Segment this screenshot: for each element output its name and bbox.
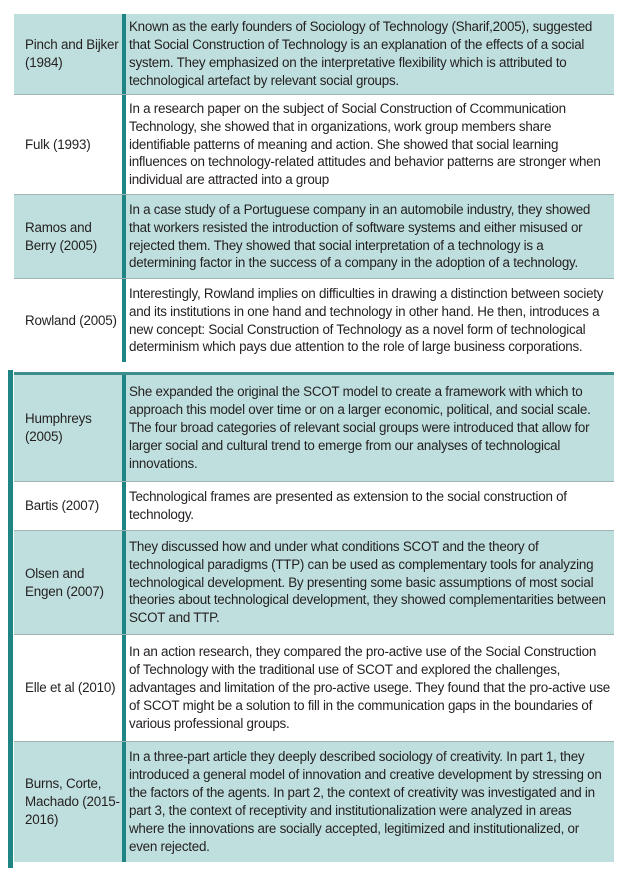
column-divider: [122, 375, 126, 481]
table-row: [14, 530, 614, 634]
author-cell: Rowland (2005): [25, 312, 117, 328]
author-cell: Ramos and Berry (2005): [25, 219, 98, 253]
author-cell: Bartis (2007): [25, 498, 100, 513]
left-accent-bar: [8, 370, 13, 868]
table-row: [14, 634, 614, 741]
column-divider: [122, 14, 126, 94]
description-cell: Interestingly, Rowland implies on difficulties in drawing a distinction between society and its institutions in one hand and technology in other hand. He then, introduces a new concept: Social Construction of Technology as a novel form of technological determinism which pays due attention to the role of large business corporations.: [129, 285, 604, 355]
description-cell: In a case study of a Portuguese company in an automobile industry, they showed that workers resisted the introduction of software systems and either misused or rejected them. They showed that social interpretation of a technology is a determining factor in the success of a company in the adoption of a technology.: [129, 201, 591, 271]
author-cell: Olsen and Engen (2007): [25, 565, 104, 599]
column-divider: [122, 195, 126, 278]
description-cell: They discussed how and under what conditions SCOT and the theory of technological paradigms (TTP) can be used as complementary tools for analyzing technological development. By presenting some basic assumptions of most social theories about technological development, they showed complementarities between SCOT and TTP.: [129, 538, 606, 626]
description-cell: In a research paper on the subject of Social Construction of Ccommunication Technology, she showed that in organizations, work group members share identifiable patterns of meaning and action. She showed that social learning influences on technology-related attitudes and behavior patterns are stronger when individual are attracted into a group: [129, 100, 601, 188]
column-divider: [122, 279, 126, 362]
table-row: [14, 481, 614, 530]
column-divider: [122, 482, 126, 530]
table-row: [14, 194, 614, 278]
table-row: [14, 94, 614, 194]
table-row: [14, 14, 614, 94]
author-cell: Fulk (1993): [25, 136, 91, 152]
author-cell: Burns, Corte, Machado (2015-2016): [25, 776, 120, 827]
description-cell: In a three-part article they deeply described sociology of creativity. In part 1, they introduced a general model of innovation and creative development by stressing on the factors of the agents. In part 2, the context of creativity was investigated and in part 3, the context of receptivity and institutionalization were analyzed in areas where the innovations are socially accepted, legitimized and institutionalized, or even rejected.: [129, 749, 602, 854]
description-cell: She expanded the original the SCOT model to create a framework with which to approach this model over time or on a larger economic, political, and social scale. The four broad categories of relevant social groups were introduced that allow for larger social and cultural trend to emerge from our analyses of technological innovations.: [129, 384, 591, 471]
table-row: [14, 372, 614, 481]
author-cell: Elle et al (2010): [25, 680, 116, 695]
literature-table: [14, 14, 614, 862]
description-cell: Technological frames are presented as extension to the social construction of technology.: [129, 489, 567, 522]
author-cell: Humphreys (2005): [25, 411, 92, 444]
table-row: [14, 741, 614, 862]
description-cell: Known as the early founders of Sociology of Technology (Sharif,2005), suggested that Social Construction of Technology is an explanation of the effects of a social system. They emphasized on the interpretative flexibility which is attributed to technological artefact by relevant social groups.: [129, 19, 593, 88]
column-divider: [122, 742, 126, 862]
column-divider: [122, 531, 126, 634]
column-divider: [122, 95, 126, 194]
table-row: [14, 278, 614, 362]
description-cell: In an action research, they compared the pro-active use of the Social Construction of Technology with the traditional use of SCOT and explored the challenges, advantages and limitation of the pro-active usege. They found that the pro-active use of SCOT might be a solution to fill in the communication gaps in the boundaries of various professional groups.: [129, 644, 610, 731]
column-divider: [122, 635, 126, 741]
author-cell: Pinch and Bijker (1984): [25, 37, 119, 70]
